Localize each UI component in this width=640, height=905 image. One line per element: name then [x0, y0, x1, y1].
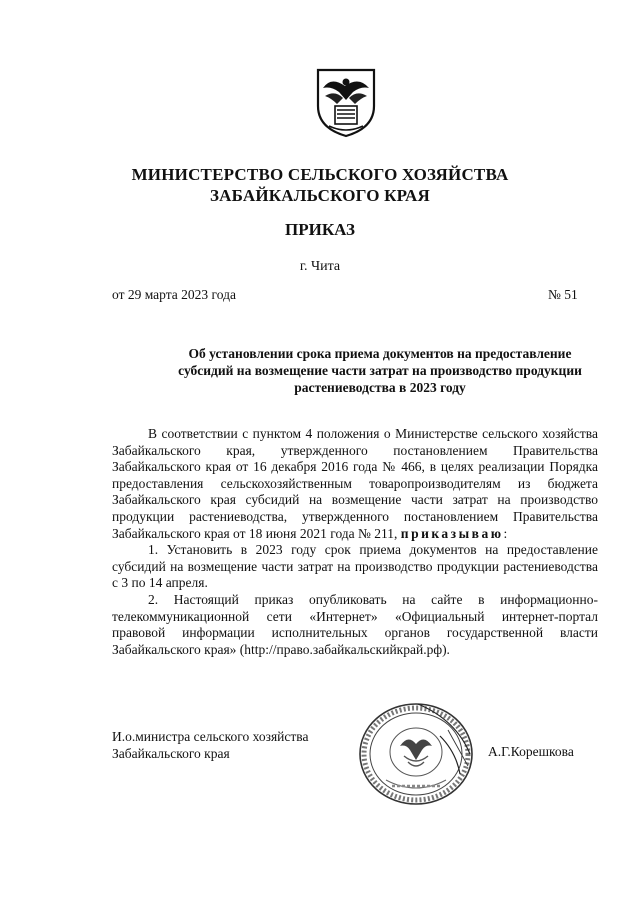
order-item-2: 2. Настоящий приказ опубликовать на сайте в информационно-телекоммуникационной сети «Интернет» «Официальный интернет-портал правовой информации исполнительных органов государственной власти Забайкальского края» (http://право.забайкальскийкрай.рф).: [112, 591, 598, 657]
subject-line-2: субсидий на возмещение части затрат на производство продукции: [178, 363, 582, 378]
order-colon: :: [503, 525, 508, 541]
document-type: ПРИКАЗ: [285, 220, 355, 239]
order-date: от 29 марта 2023 года: [112, 287, 236, 302]
order-number: № 51: [548, 287, 578, 302]
ministry-name: [0, 164, 640, 206]
order-word: приказываю: [400, 525, 504, 541]
coat-of-arms-emblem: [315, 66, 377, 138]
preamble-paragraph: [112, 426, 598, 542]
order-body: [112, 426, 598, 658]
subject-line-3: растениеводства в 2023 году: [294, 380, 466, 395]
order-subject: [160, 345, 600, 396]
subject-line-1: Об установлении срока приема документов на предоставление: [188, 346, 572, 361]
signatory-name: А.Г.Корешкова: [488, 744, 574, 759]
signatory-position-line-1: И.о.министра сельского хозяйства: [112, 729, 309, 744]
official-seal-stamp: [356, 700, 476, 808]
ministry-line-1: МИНИСТЕРСТВО СЕЛЬСКОГО ХОЗЯЙСТВА: [131, 165, 509, 184]
signatory-position-line-2: Забайкальского края: [112, 746, 230, 761]
ministry-line-2: ЗАБАЙКАЛЬСКОГО КРАЯ: [209, 186, 430, 205]
order-item-1: 1. Установить в 2023 году срок приема документов на предоставление субсидий на возмещение части затрат на производство продукции растениеводства с 3 по 14 апреля.: [112, 542, 598, 591]
signatory-position: [112, 728, 308, 762]
preamble-text: В соответствии с пунктом 4 положения о Министерстве сельского хозяйства Забайкальского края, утвержденного постановлением Правительства Забайкальского края от 16 декабря 2016 года № 466, в целях реализации Порядка предоставления сельскохозяйственным товаропроизводителям из бюджета Забайкальского края субсидий на возмещение части затрат на производство продукции растениеводства, утвержденного постановлением Правительства Забайкальского края от 18 июня 2021 года № 211,: [112, 426, 598, 541]
city: г. Чита: [299, 259, 341, 274]
